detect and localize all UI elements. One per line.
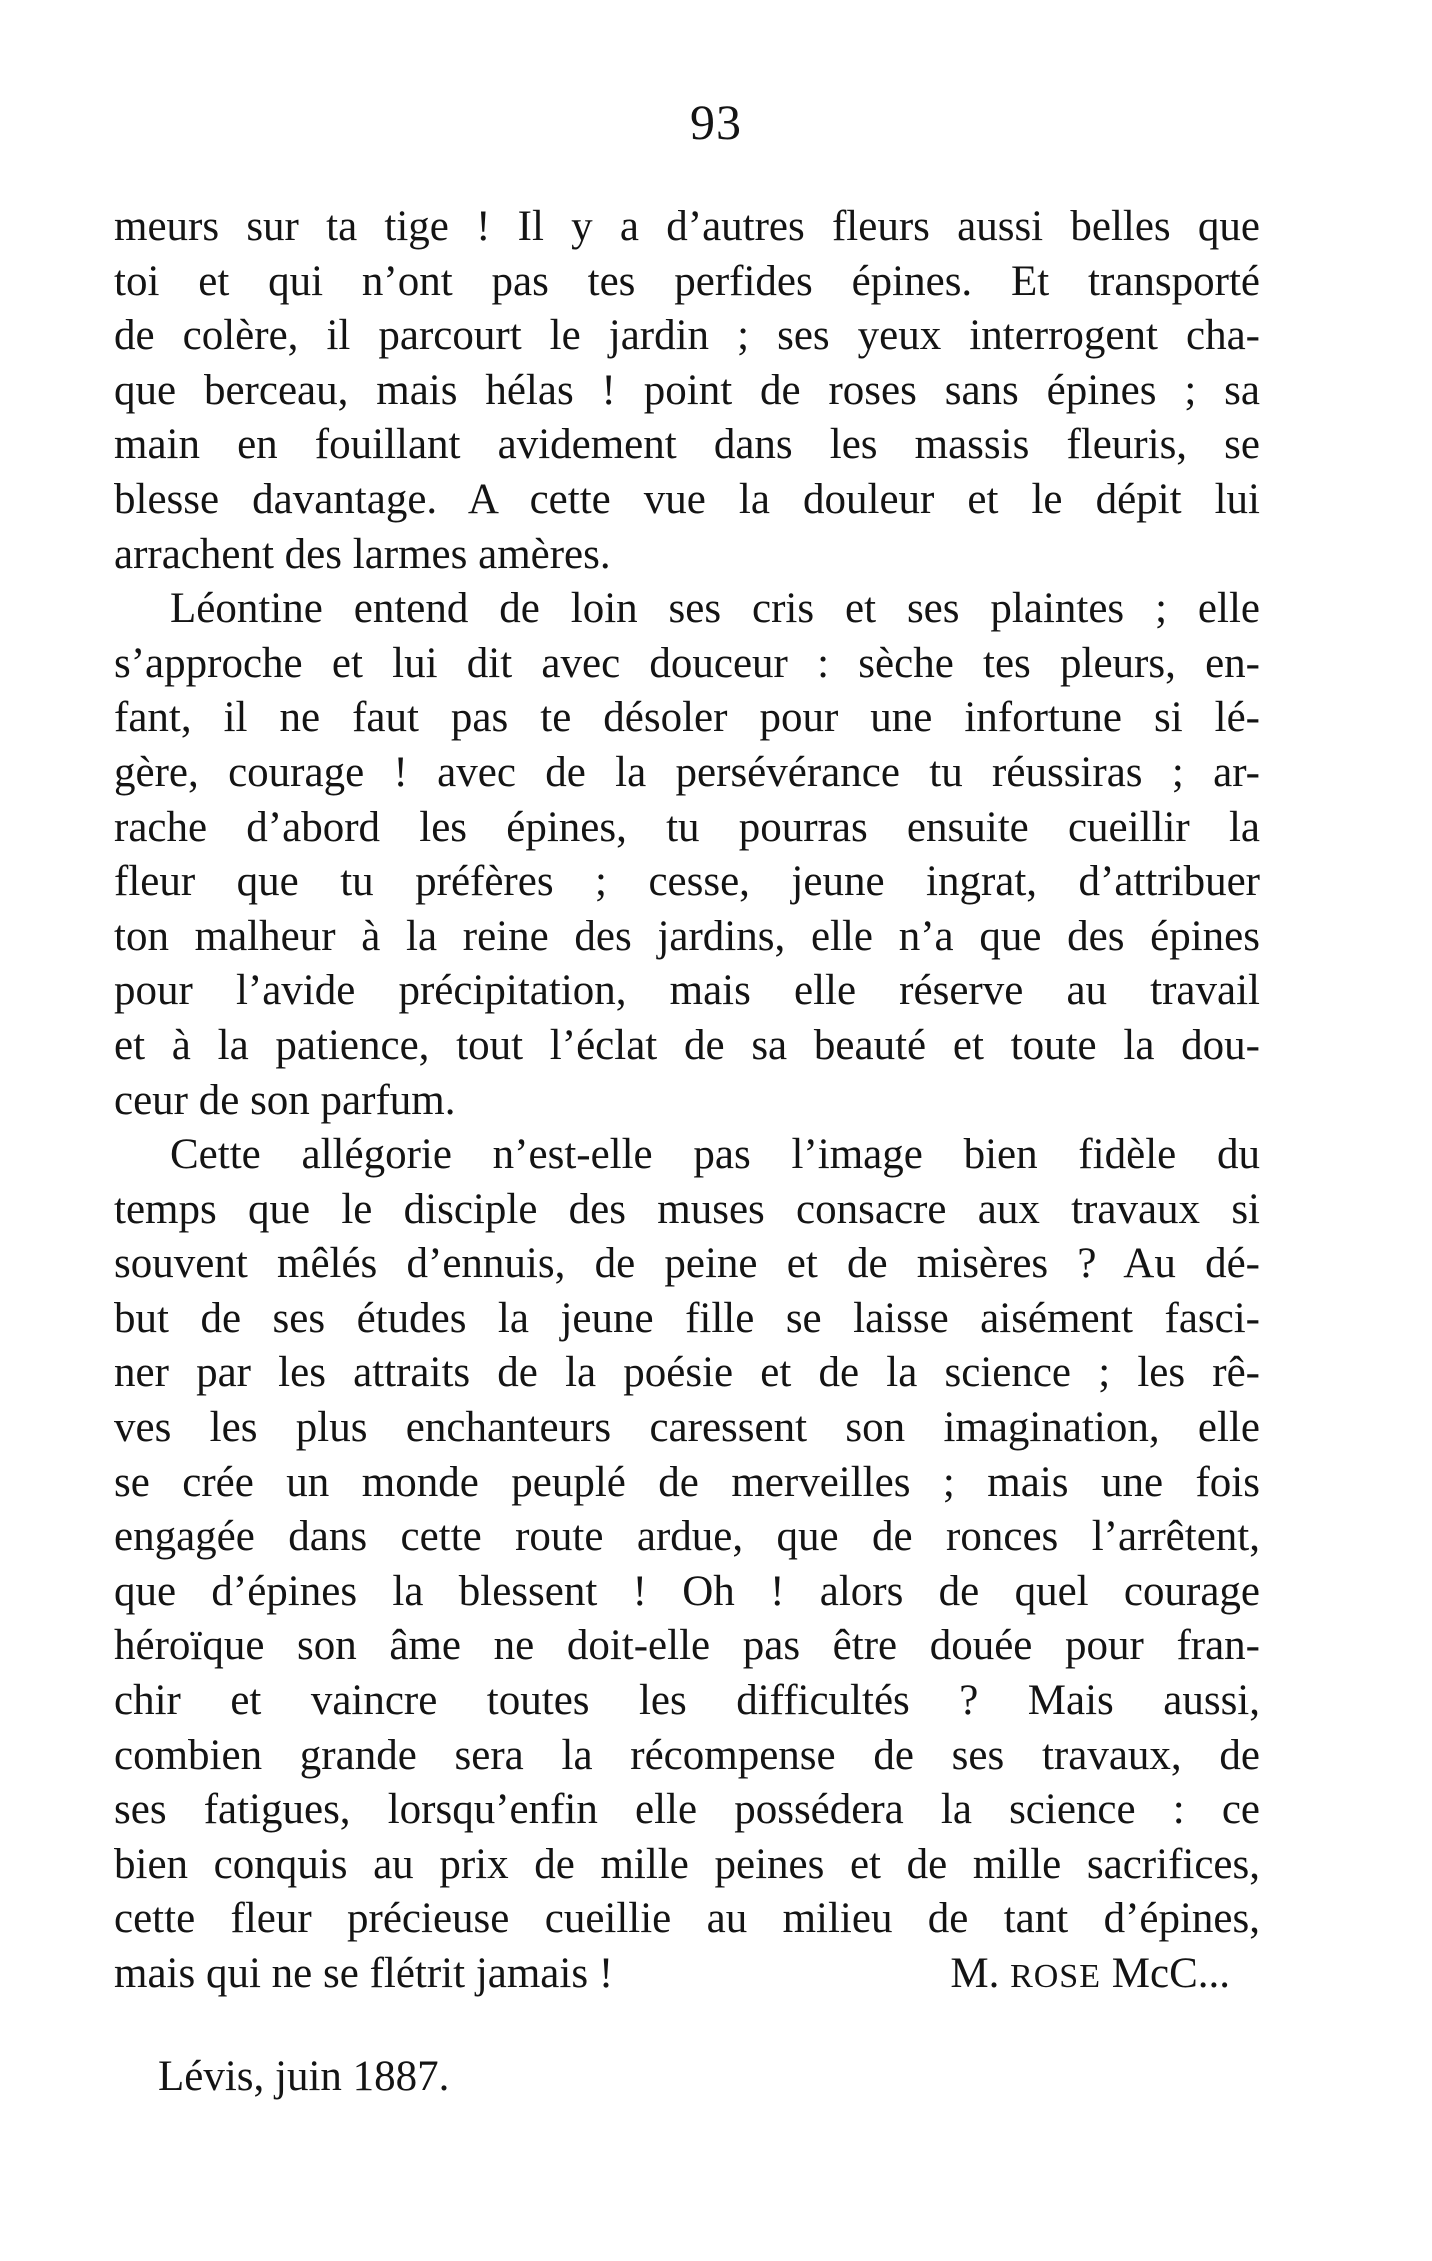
- signature-initial: M.: [950, 1950, 1011, 1997]
- text-line: but de ses études la jeune fille se laisse aisément fasci-: [114, 1294, 1260, 1342]
- text-line: meurs sur ta tige ! Il y a d’autres fleurs aussi belles que: [114, 203, 1260, 250]
- text-line: ves les plus enchanteurs caressent son imagination, elle: [114, 1404, 1260, 1452]
- text-line: se crée un monde peuplé de merveilles ; mais une fois: [114, 1458, 1260, 1506]
- text-line: et à la patience, tout l’éclat de sa beauté et toute la dou-: [114, 1021, 1260, 1069]
- text-line: cette fleur précieuse cueillie au milieu de tant d’épines,: [114, 1895, 1260, 1943]
- text-line: de colère, il parcourt le jardin ; ses yeux interrogent cha-: [114, 312, 1260, 360]
- text-line: mais qui ne se flétrit jamais !: [114, 1950, 614, 1997]
- text-line: blesse davantage. A cette vue la douleur et le dépit lui: [114, 475, 1260, 523]
- signature-surname: McC...: [1101, 1950, 1230, 1997]
- text-line: Léontine entend de loin ses cris et ses plaintes ; elle: [170, 585, 1260, 633]
- text-line: ner par les attraits de la poésie et de la science ; les rê-: [114, 1349, 1260, 1397]
- text-line: toi et qui n’ont pas tes perfides épines. Et transporté: [114, 257, 1260, 305]
- text-line: temps que le disciple des muses consacre aux travaux si: [114, 1185, 1260, 1233]
- text-line: ton malheur à la reine des jardins, elle n’a que des épines: [114, 912, 1260, 960]
- body-text: [114, 200, 1260, 2002]
- text-line: fleur que tu préfères ; cesse, jeune ingrat, d’attribuer: [114, 858, 1260, 906]
- text-line: engagée dans cette route ardue, que de ronces l’arrêtent,: [114, 1513, 1260, 1561]
- signature-name: ROSE: [1010, 1958, 1101, 1995]
- text-line: gère, courage ! avec de la persévérance tu réussiras ; ar-: [114, 748, 1260, 796]
- text-line: s’approche et lui dit avec douceur : sèche tes pleurs, en-: [114, 639, 1260, 687]
- page-number: 93: [690, 94, 742, 150]
- text-line: que berceau, mais hélas ! point de roses sans épines ; sa: [114, 366, 1260, 414]
- text-line: ses fatigues, lorsqu’enfin elle possédera la science : ce: [114, 1786, 1260, 1834]
- text-line: souvent mêlés d’ennuis, de peine et de misères ? Au dé-: [114, 1240, 1260, 1288]
- text-line: arrachent des larmes amères.: [114, 530, 611, 578]
- text-line: héroïque son âme ne doit-elle pas être douée pour fran-: [114, 1622, 1260, 1670]
- dateline: Lévis, juin 1887.: [158, 2053, 450, 2100]
- text-line: Cette allégorie n’est-elle pas l’image bien fidèle du: [170, 1131, 1260, 1179]
- signature: [950, 1947, 1260, 2002]
- text-line: que d’épines la blessent ! Oh ! alors de quel courage: [114, 1567, 1260, 1615]
- text-line: rache d’abord les épines, tu pourras ensuite cueillir la: [114, 803, 1260, 851]
- text-line: bien conquis au prix de mille peines et de mille sacrifices,: [114, 1840, 1260, 1888]
- text-line: pour l’avide précipitation, mais elle réserve au travail: [114, 967, 1260, 1015]
- text-line: chir et vaincre toutes les difficultés ? Mais aussi,: [114, 1677, 1260, 1725]
- text-line: fant, il ne faut pas te désoler pour une infortune si lé-: [114, 694, 1260, 742]
- text-line: ceur de son parfum.: [114, 1076, 456, 1124]
- text-line: combien grande sera la récompense de ses travaux, de: [114, 1731, 1260, 1779]
- closing-line: [114, 1947, 1260, 2002]
- text-line: main en fouillant avidement dans les massis fleuris, se: [114, 421, 1260, 469]
